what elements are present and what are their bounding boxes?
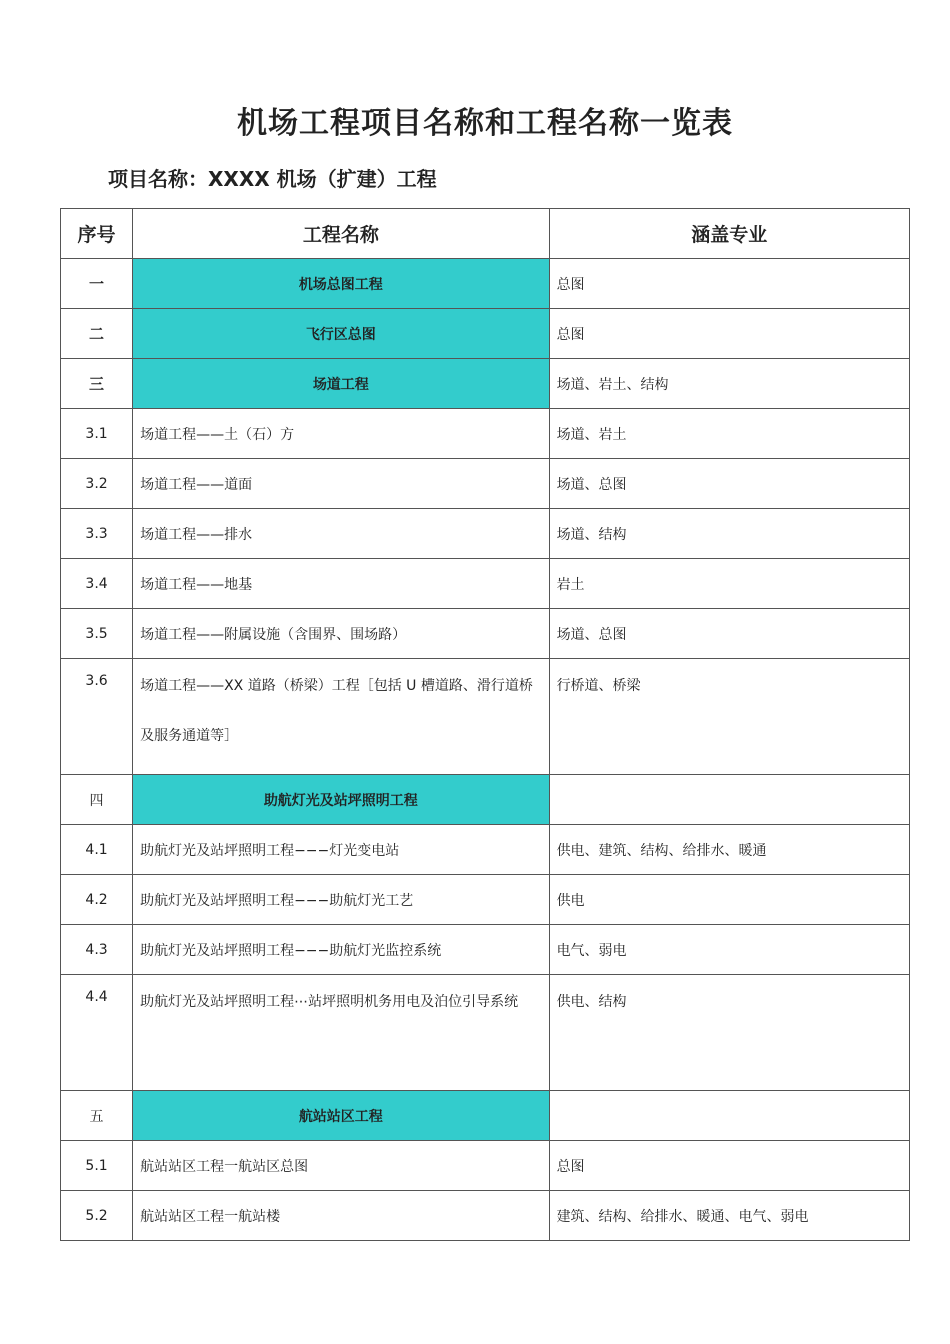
row-seq: 5.2	[61, 1191, 133, 1241]
table-row	[61, 609, 910, 659]
document-title: 机场工程项目名称和工程名称一览表	[237, 106, 733, 141]
row-project-name: 助航灯光及站坪照明工程−−−助航灯光监控系统	[133, 925, 549, 975]
row-seq: 4.2	[61, 875, 133, 925]
row-project-name: 助航灯光及站坪照明工程−−−灯光变电站	[133, 825, 549, 875]
table-header-row	[61, 209, 910, 259]
row-disciplines: 供电、建筑、结构、给排水、暖通	[549, 825, 909, 875]
row-project-name: 场道工程——附属设施（含围界、围场路）	[133, 609, 549, 659]
row-disciplines: 建筑、结构、给排水、暖通、电气、弱电	[549, 1191, 909, 1241]
row-project-name: 场道工程——土（石）方	[133, 409, 549, 459]
table-row	[61, 1091, 910, 1141]
row-project-name: 航站站区工程一航站楼	[133, 1191, 549, 1241]
table-row	[61, 259, 910, 309]
row-seq: 三	[61, 359, 133, 409]
table-row	[61, 509, 910, 559]
row-disciplines: 总图	[549, 309, 909, 359]
table-row	[61, 559, 910, 609]
row-seq: 四	[61, 775, 133, 825]
table-row	[61, 825, 910, 875]
row-disciplines: 场道、总图	[549, 459, 909, 509]
header-seq: 序号	[61, 209, 133, 259]
row-seq: 4.3	[61, 925, 133, 975]
row-disciplines: 供电	[549, 875, 909, 925]
row-disciplines: 总图	[549, 259, 909, 309]
row-disciplines: 行桥道、桥梁	[549, 659, 909, 775]
row-project-name: 场道工程——道面	[133, 459, 549, 509]
table-row	[61, 1141, 910, 1191]
row-disciplines: 电气、弱电	[549, 925, 909, 975]
table-row	[61, 775, 910, 825]
row-project-name: 场道工程——排水	[133, 509, 549, 559]
row-disciplines: 场道、结构	[549, 509, 909, 559]
table-row	[61, 1191, 910, 1241]
row-seq: 4.4	[61, 975, 133, 1091]
table-row	[61, 975, 910, 1091]
row-disciplines: 场道、岩土、结构	[549, 359, 909, 409]
row-project-name-text: 助航灯光及站坪照明工程⋯站坪照明机务用电及泊位引导系统	[140, 994, 519, 1010]
row-seq: 3.5	[61, 609, 133, 659]
table-row	[61, 659, 910, 775]
row-project-name: 助航灯光及站坪照明工程−−−助航灯光工艺	[133, 875, 549, 925]
row-disciplines	[549, 775, 909, 825]
row-project-name: 场道工程	[133, 359, 549, 409]
row-seq: 3.3	[61, 509, 133, 559]
row-project-name: 机场总图工程	[133, 259, 549, 309]
row-disciplines: 岩土	[549, 559, 909, 609]
table-row	[61, 359, 910, 409]
row-seq: 五	[61, 1091, 133, 1141]
table-row	[61, 459, 910, 509]
row-disciplines: 场道、岩土	[549, 409, 909, 459]
row-seq: 3.1	[61, 409, 133, 459]
row-disciplines: 供电、结构	[549, 975, 909, 1091]
row-seq: 5.1	[61, 1141, 133, 1191]
row-disciplines: 总图	[549, 1141, 909, 1191]
row-project-name: 飞行区总图	[133, 309, 549, 359]
row-project-name	[133, 659, 549, 775]
row-project-name: 助航灯光及站坪照明工程	[133, 775, 549, 825]
table-row	[61, 875, 910, 925]
row-seq: 二	[61, 309, 133, 359]
row-seq: 3.6	[61, 659, 133, 775]
table-row	[61, 409, 910, 459]
row-project-name: 航站站区工程	[133, 1091, 549, 1141]
row-disciplines	[549, 1091, 909, 1141]
row-disciplines: 场道、总图	[549, 609, 909, 659]
table-row	[61, 309, 910, 359]
header-project-name: 工程名称	[133, 209, 549, 259]
project-name-line: 项目名称：XXXX 机场（扩建）工程	[108, 167, 437, 191]
row-seq: 4.1	[61, 825, 133, 875]
row-project-name: 航站站区工程一航站区总图	[133, 1141, 549, 1191]
row-seq: 一	[61, 259, 133, 309]
header-disciplines: 涵盖专业	[549, 209, 909, 259]
row-seq: 3.2	[61, 459, 133, 509]
project-list-table	[60, 208, 910, 1241]
table-row	[61, 925, 910, 975]
row-seq: 3.4	[61, 559, 133, 609]
row-project-name: 场道工程——地基	[133, 559, 549, 609]
row-project-name-text: 场道工程——XX 道路（桥梁）工程［包括 U 槽道路、滑行道桥及服务通道等］	[140, 678, 533, 744]
row-project-name	[133, 975, 549, 1091]
